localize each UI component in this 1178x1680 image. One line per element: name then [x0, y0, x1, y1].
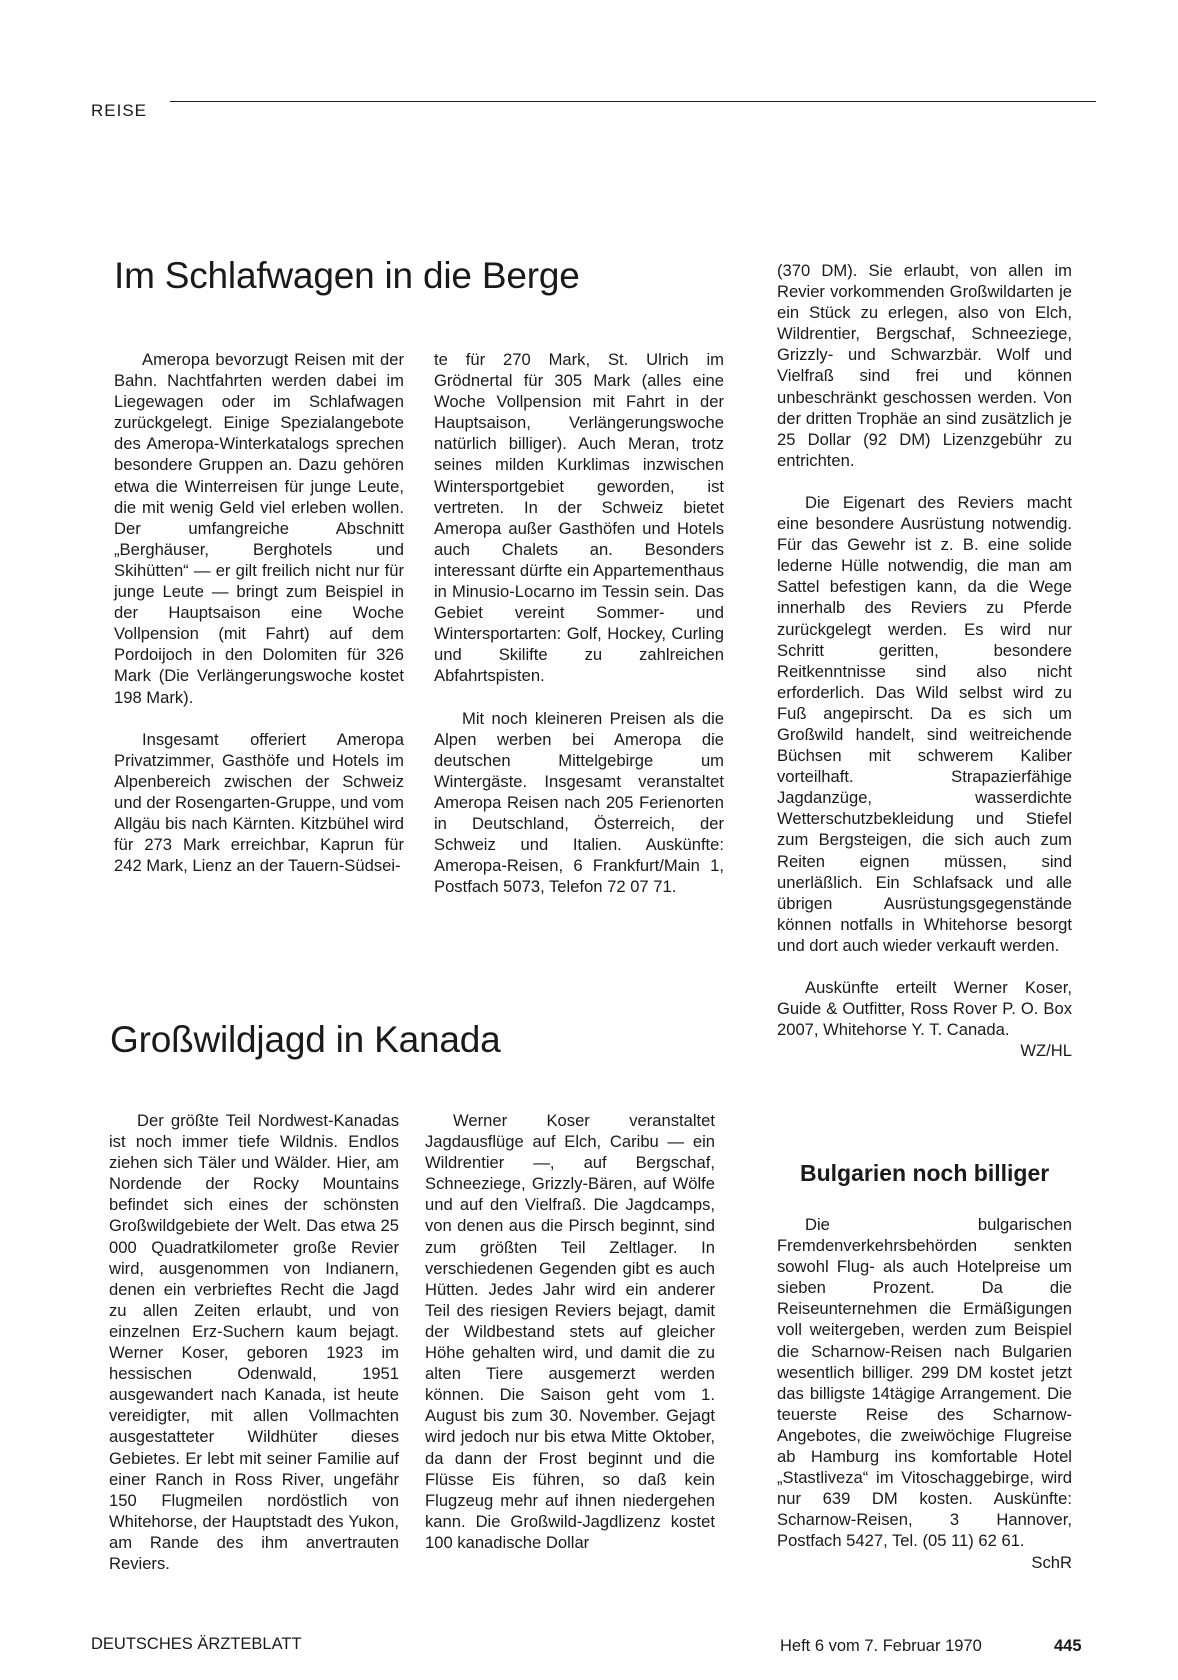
paragraph-text: Die bulgarischen Fremdenverkehrsbehörden senkten sowohl Flug- als auch Hotelpreise um sieben Prozent. Da die Reiseunternehmen die Ermäßigungen voll weitergeben, werden zum Beispiel die Scharnow-Reisen nach Bulgarien wesentlich billiger. 299 DM kostet jetzt das billigste 14tägige Arrangement. Die teuerste Reise des Scharnow-Angebotes, die zweiwöchige Flugreise ab Hamburg ins komfortable Hotel „Stastliveza“ im Vitoschaggebirge, wird nur 639 DM kosten. Auskünfte: Scharnow-Reisen, 3 Hannover, Postfach 5427, Tel. (05 11) 62 61.: [777, 1215, 1072, 1551]
article-title-grosswildjagd: Großwildjagd in Kanada: [110, 1019, 501, 1060]
paragraph: Werner Koser veranstaltet Jagdausflüge auf Elch, Caribu — ein Wildrentier —, auf Bergschaf, Schneeziege, Grizzly-Bären, auf Wölfe und auf den Vielfraß. Die Jagdcamps, von denen aus die Pirsch beginnt, sind zum größten Teil Zeltlager. In verschiedenen Gegenden gibt es auch Hütten. Jedes Jahr wird ein anderer Teil des riesigen Reviers bejagt, damit der Wildbestand stets auf gleicher Höhe gehalten wird, und damit die zu alten Tiere ausgemerzt werden können. Die Saison geht vom 1. August bis zum 30. November. Gejagt wird jedoch nur bis etwa Mitte Oktober, da dann der Frost beginnt und die Flüsse Eis führen, so daß kein Flugzeug mehr auf ihnen niedergehen kann. Die Großwild-Jagdlizenz kostet 100 kanadische Dollar: [425, 1111, 715, 1552]
page-number: 445: [1054, 1637, 1082, 1655]
paragraph: Der größte Teil Nordwest-Kanadas ist noch immer tiefe Wildnis. Endlos ziehen sich Täler und Wälder. Hier, am Nordende der Rocky Mountains befindet sich eines der schönsten Großwildgebiete der Welt. Das etwa 25 000 Quadratkilometer große Revier wird, ausgenommen von Indianern, denen ein verbrieftes Recht die Jagd zu allen Zeiten erlaubt, und von einzelnen Erz-Suchern kaum bejagt. Werner Koser, geboren 1923 im hessischen Odenwald, 1951 ausgewandert nach Kanada, ist heute vereidigter, mit allen Vollmachten ausgestatteter Wildhüter dieses Gebietes. Er lebt mit seiner Familie auf einer Ranch in Ross River, ungefähr 150 Flugmeilen nordöstlich von Whitehorse, der Hauptstadt des Yukon, am Rande des ihm anvertrauten Reviers.: [109, 1111, 399, 1573]
paragraph: Mit noch kleineren Preisen als die Alpen werben bei Ameropa die deutschen Mittelgebirge um Wintergäste. Insgesamt veranstaltet Ameropa Reisen nach 205 Ferienorten in Deutschland, Österreich, der Schweiz und Italien. Auskünfte: Ameropa-Reisen, 6 Frankfurt/Main 1, Postfach 5073, Telefon 72 07 71.: [434, 708, 724, 897]
section-label: REISE: [91, 101, 148, 120]
author-signature: SchR: [1031, 1552, 1072, 1572]
article2-column-2: [425, 1110, 715, 1553]
article2-column-3: [777, 260, 1072, 1061]
paragraph: te für 270 Mark, St. Ulrich im Grödnertal für 305 Mark (alles eine Woche Vollpension mit Fahrt in der Hauptsaison, Verlängerungswoche natürlich billiger). Auch Meran, trotz seines milden Kurklimas inzwischen Wintersportgebiet geworden, ist vertreten. In der Schweiz bietet Ameropa außer Gasthöfen und Hotels auch Chalets an. Besonders interessant dürfte ein Appartementhaus in Minusio-Locarno im Tessin sein. Das Gebiet vereint Sommer- und Wintersportarten: Golf, Hockey, Curling und Skilifte zu zahlreichen Abfahrtspisten.: [434, 350, 724, 686]
article1-column-2: [434, 349, 724, 897]
article1-column-1: [114, 349, 404, 876]
paragraph: Die Eigenart des Reviers macht eine besondere Ausrüstung notwendig. Für das Gewehr ist z. B. eine solide lederne Hülle notwendig, die man am Sattel befestigen kann, da die Wege innerhalb des Reviers zu Pferde zurückgelegt werden. Es wird nur Schritt geritten, besondere Reitkenntnisse sind also nicht erforderlich. Das Wild selbst wird zu Fuß angepirscht. Da es sich um Großwild handelt, sind weitreichende Büchsen mit schwerem Kaliber vorteilhaft. Strapazierfähige Jagdanzüge, wasserdichte Wetterschutzbekleidung und Stiefel zum Bergsteigen, die sich auch zum Reiten eignen müssen, sind unerläßlich. Ein Schlafsack und alle übrigen Ausrüstungsgegenstände können notfalls in Whitehorse besorgt und dort auch wieder verkauft werden.: [777, 492, 1072, 955]
author-signature: WZ/HL: [1020, 1041, 1072, 1061]
paragraph: (370 DM). Sie erlaubt, von allen im Revier vorkommenden Großwildarten je ein Stück zu erlegen, also von Elch, Wildrentier, Bergschaf, Schneeziege, Grizzly- und Schwarzbär. Wolf und Vielfraß sind frei und können unbeschränkt geschossen werden. Von der dritten Trophäe an sind zusätzlich je 25 Dollar (92 DM) Lizenzgebühr zu entrichten.: [777, 261, 1072, 470]
paragraph: [777, 977, 1072, 1061]
paragraph: Insgesamt offeriert Ameropa Privatzimmer, Gasthöfe und Hotels im Alpenbereich zwischen der Schweiz und der Rosengarten-Gruppe, und vom Allgäu bis nach Kärnten. Kitzbühel wird für 273 Mark erreichbar, Kaprun für 242 Mark, Lienz an der Tauern-Südsei-: [114, 729, 404, 876]
article-title-schlafwagen: Im Schlafwagen in die Berge: [114, 255, 580, 296]
paragraph-text: Auskünfte erteilt Werner Koser, Guide & Outfitter, Ross Rover P. O. Box 2007, Whitehorse Y. T. Canada.: [777, 978, 1072, 1040]
article2-column-1: [109, 1110, 399, 1574]
header-rule: [170, 101, 1096, 102]
journal-name: DEUTSCHES ÄRZTEBLATT: [91, 1635, 302, 1653]
article-title-bulgarien: Bulgarien noch billiger: [800, 1160, 1050, 1186]
issue-info: Heft 6 vom 7. Februar 1970: [780, 1637, 982, 1655]
article3-column: [777, 1214, 1072, 1573]
paragraph: [777, 1214, 1072, 1572]
paragraph: Ameropa bevorzugt Reisen mit der Bahn. Nachtfahrten werden dabei im Liegewagen oder im Schlafwagen zurückgelegt. Einige Spezialangebote des Ameropa-Winterkatalogs sprechen besondere Gruppen an. Dazu gehören etwa die Winterreisen für junge Leute, die mit wenig Geld viel erleben wollen. Der umfangreiche Abschnitt „Berghäuser, Berghotels und Skihütten“ — er gilt freilich nicht nur für junge Leute — bringt zum Beispiel in der Hauptsaison eine Woche Vollpension (mit Fahrt) auf dem Pordoijoch in den Dolomiten für 326 Mark (Die Verlängerungswoche kostet 198 Mark).: [114, 350, 404, 707]
